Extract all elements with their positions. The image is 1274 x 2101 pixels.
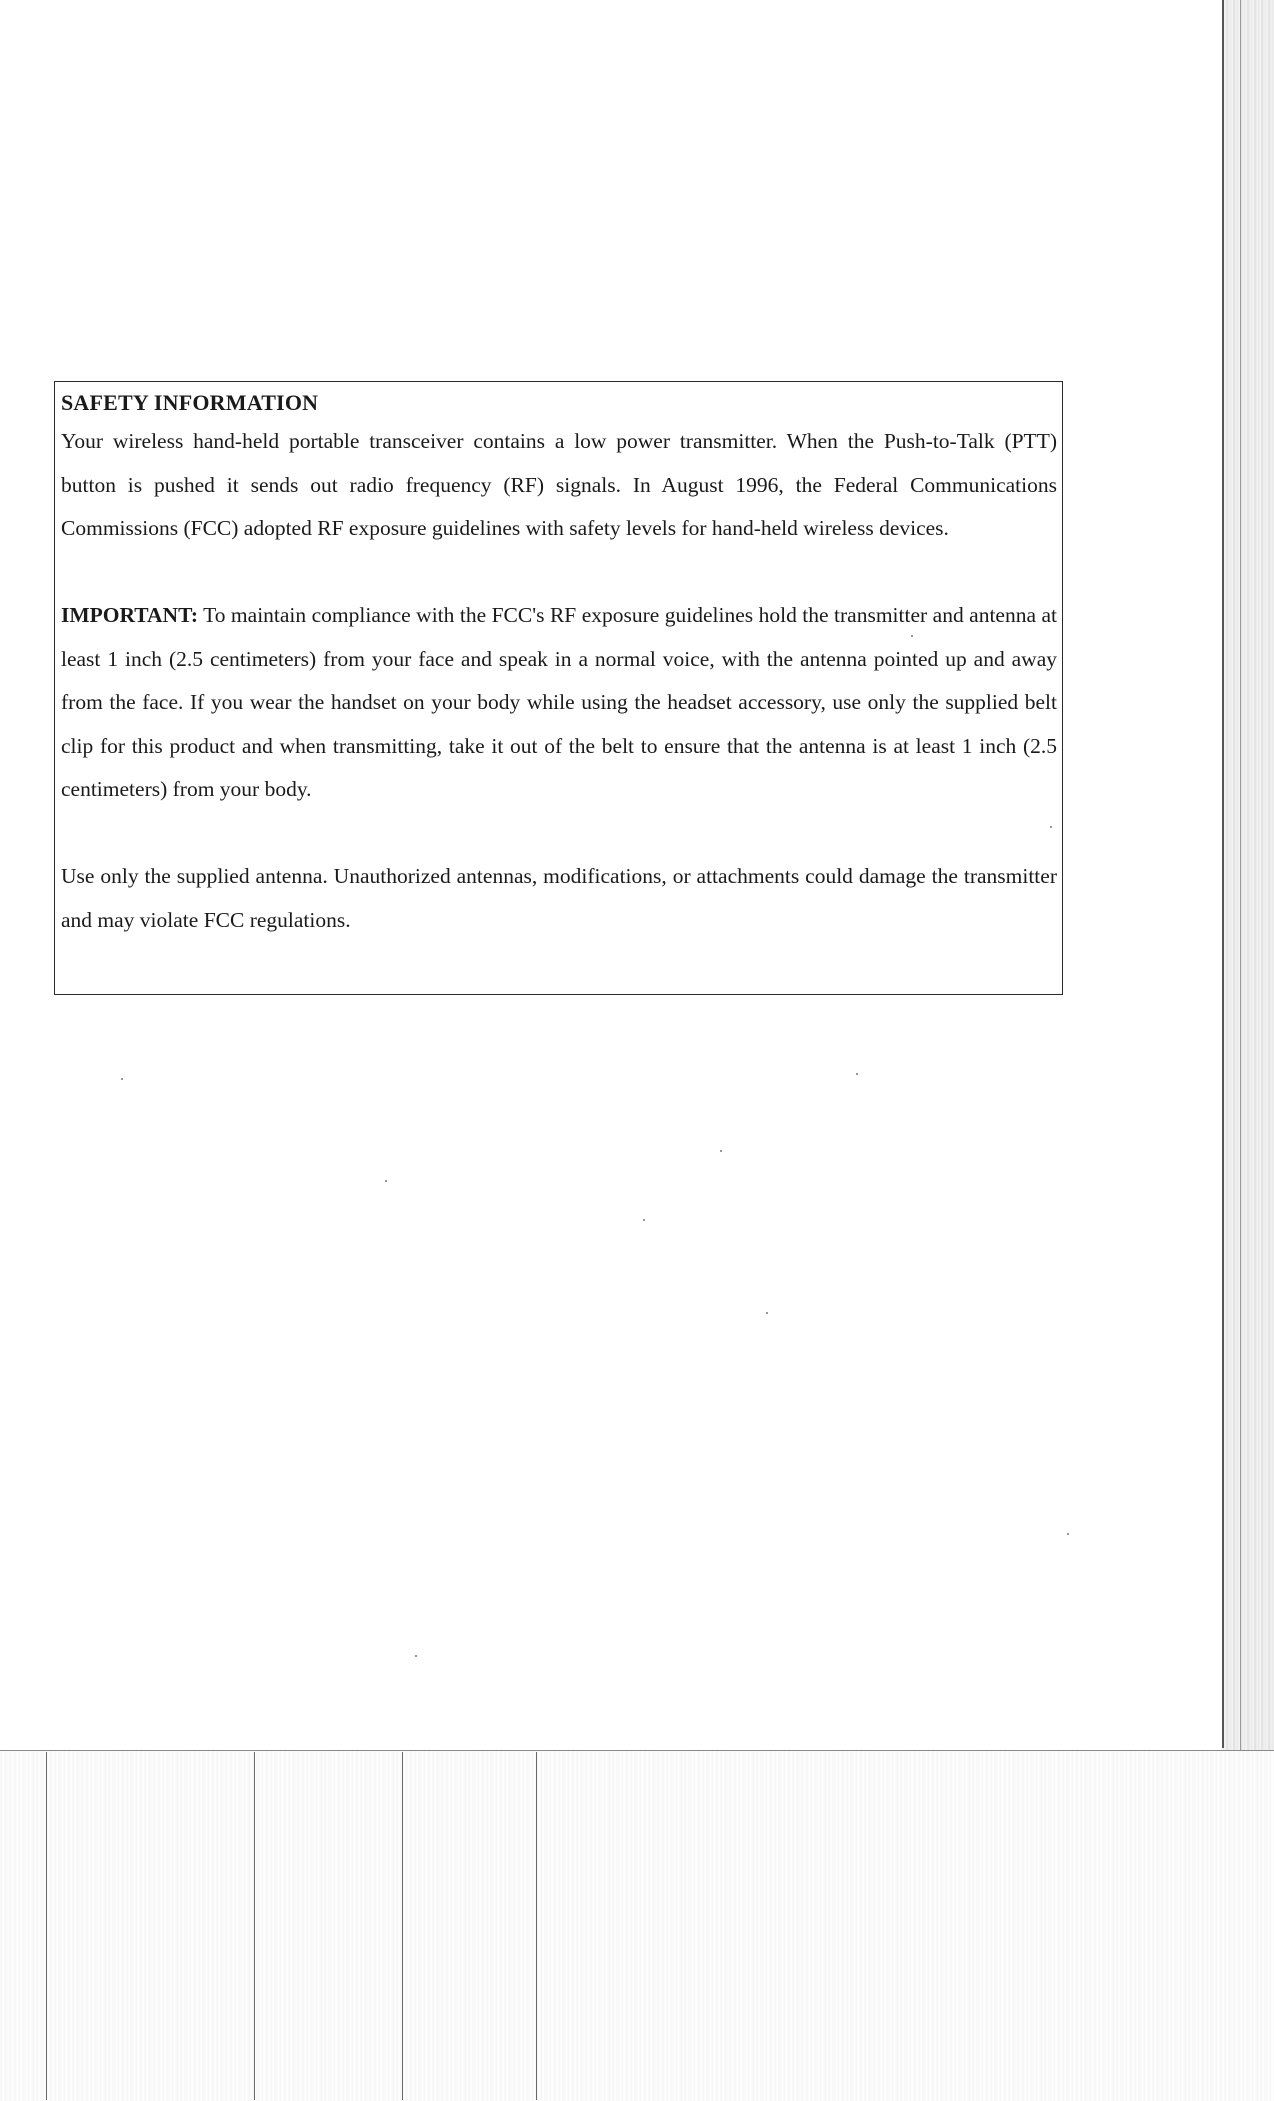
scan-speck <box>720 1150 722 1152</box>
scan-column-line <box>254 1752 255 2100</box>
antenna-paragraph: Use only the supplied antenna. Unauthorized antennas, modifications, or attachments could damage the transmitter and may violate FCC regulations. <box>61 864 1057 932</box>
scan-speck <box>385 1180 387 1182</box>
safety-title: SAFETY INFORMATION <box>61 390 319 415</box>
scan-column-line <box>46 1752 47 2100</box>
scan-column-line <box>402 1752 403 2100</box>
safety-information-box <box>54 381 1063 995</box>
scan-speck <box>766 1312 768 1314</box>
page-edge-line <box>1222 0 1224 1748</box>
scan-speck <box>911 635 913 637</box>
important-paragraph <box>61 594 1057 812</box>
intro-paragraph: Your wireless hand-held portable transceiver contains a low power transmitter. When the Push-to-Talk (PTT) button is pushed it sends out radio frequency (RF) signals. In August 1996, the Federal Communications Commissions (FCC) adopted RF exposure guidelines with safety levels for hand-held wireless devices. <box>61 429 1057 540</box>
important-body: To maintain compliance with the FCC's RF exposure guidelines hold the transmitter and antenna at least 1 inch (2.5 centimeters) from your face and speak in a normal voice, with the antenna pointed up and away from the face. If you wear the handset on your body while using the headset accessory, use only the supplied belt clip for this product and when transmitting, take it out of the belt to ensure that the antenna is at least 1 inch (2.5 centimeters) from your body. <box>61 603 1057 801</box>
scan-column-line <box>536 1752 537 2100</box>
paragraph-spacer <box>61 551 1057 595</box>
scanned-bottom-strip <box>0 1750 1274 2101</box>
scan-speck <box>856 1073 858 1075</box>
scan-speck <box>643 1219 645 1221</box>
scan-speck <box>1050 826 1052 828</box>
scan-speck <box>1067 1533 1069 1535</box>
scan-speck <box>121 1078 123 1080</box>
paragraph-spacer <box>61 812 1057 856</box>
scan-speck <box>415 1655 417 1657</box>
important-label: IMPORTANT: <box>61 603 198 627</box>
